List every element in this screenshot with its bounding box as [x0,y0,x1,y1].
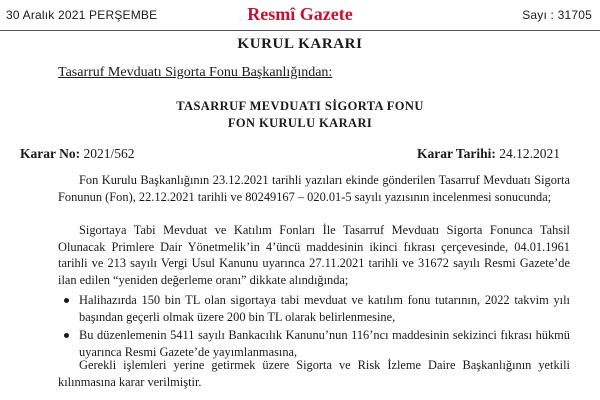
decision-date [417,146,560,162]
header-divider [0,30,600,31]
list-item [58,292,570,325]
publication-date: 30 Aralık 2021 PERŞEMBE [6,8,158,22]
paragraph-regulation: Sigortaya Tabi Mevduat ve Katılım Fonları İle Tasarruf Mevduatı Sigorta Fonunca Tahsil Olunacak Primlere Dair Yönetmelik’in 4’üncü maddesinin ikinci fıkrası çerçevesinde, 04.01.1961 tarihli ve 213 sayılı Vergi Usul Kanunu uyarınca 27.11.2021 tarihli ve 31672 sayılı Resmi Gazete’de ilan edilen “yeniden değerleme oranı” dikkate alındığında; [58,223,570,287]
issuing-authority: Tasarruf Mevduatı Sigorta Fonu Başkanlığından: [58,65,333,80]
bullet-icon [64,298,69,303]
decision-date-label: Karar Tarihi: [416,146,496,161]
paragraph-conclusion: Gerekli işlemleri yerine getirmek üzere Sigorta ve Risk İzleme Daire Başkanlığının yetkili kılınmasına karar verilmiştir. [58,358,570,389]
issue-number: Sayı : 31705 [522,8,592,22]
list-item-text: Halihazırda 150 bin TL olan sigortaya tabi mevduat ve katılım fonu tutarının, 2022 takvim yılı başından geçerli olmak üzere 200 bin TL olarak belirlenmesine, [79,293,570,324]
bullet-icon [64,333,69,338]
decision-number-label: Karar No: [20,146,81,161]
list-item-text: Bu düzenlemenin 5411 sayılı Bankacılık Kanunu’nun 116’ncı maddesinin sekizinci fıkrası hükmü uyarınca Resmi Gazete’de yayımlanmasına, [79,328,570,359]
document-subtitle [0,98,600,132]
list-item [58,327,570,360]
paragraph-intro: Fon Kurulu Başkanlığının 23.12.2021 tarihli yazıları ekinde gönderilen Tasarruf Mevduatı Sigorta Fonunun (Fon), 22.12.2021 tarihli ve 80249167 – 020.01-5 sayılı yazısının incelenmesi sonucunda; [58,173,570,204]
decision-date-value: 24.12.2021 [499,146,560,161]
decision-number [20,146,135,162]
subtitle-line-2: FON KURULU KARARI [227,116,373,130]
gazette-title: Resmî Gazete [247,4,353,24]
decision-number-value: 2021/562 [83,146,135,161]
page-heading: KURUL KARARI [237,36,363,52]
gazette-header [0,0,600,34]
subtitle-line-1: TASARRUF MEVDUATI SİGORTA FONU [176,99,424,113]
